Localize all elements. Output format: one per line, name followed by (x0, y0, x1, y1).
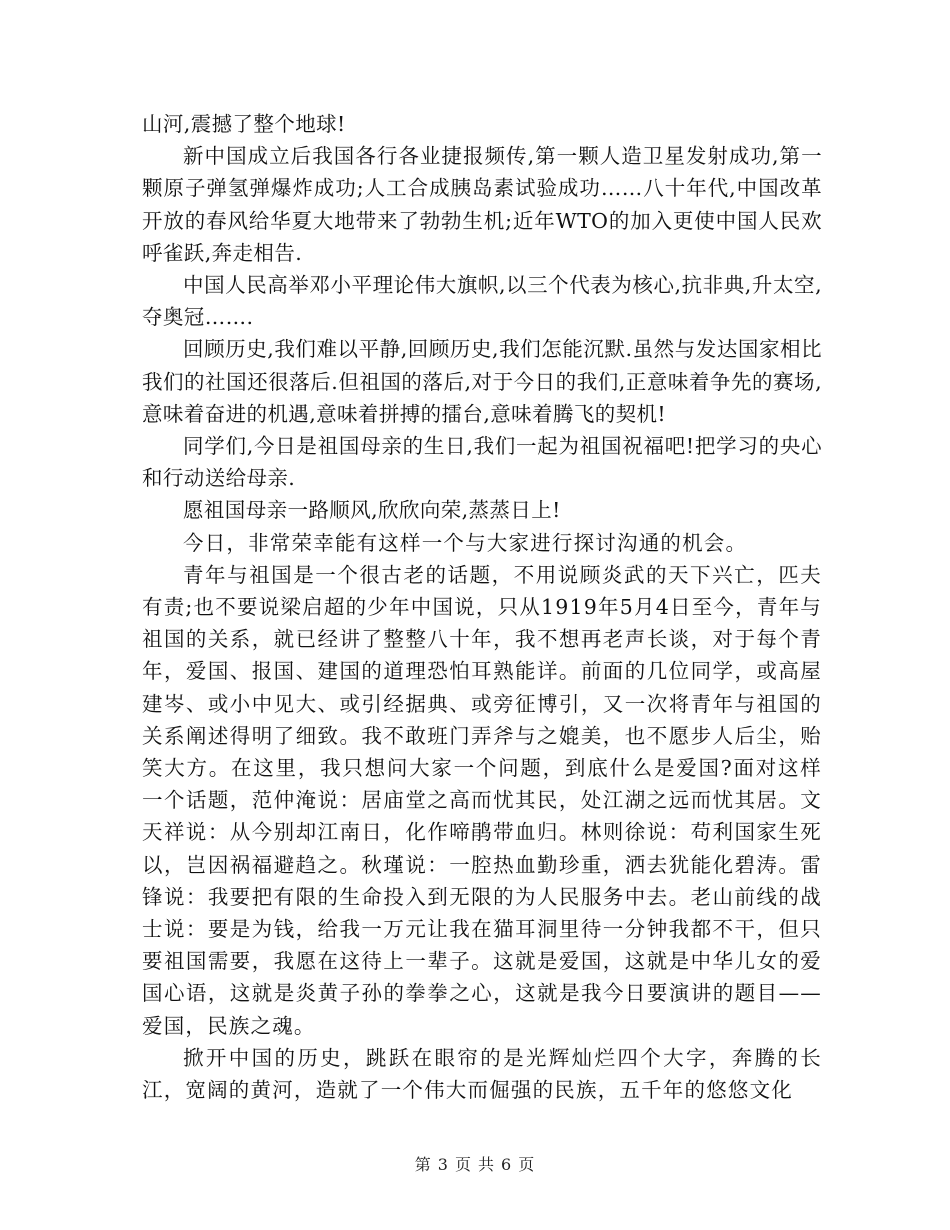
footer-suffix: 页 (518, 1155, 536, 1174)
paragraph: 愿祖国母亲一路顺风,欣欣向荣,蒸蒸日上! (183, 498, 561, 523)
document-body (142, 108, 822, 1106)
page-footer (0, 1152, 950, 1175)
paragraph: 青年与祖国是一个很古老的话题，不用说顾炎武的天下兴亡，匹夫有责;也不要说梁启超的少年中国说，只从1919年5月4日至今，青年与祖国的关系，就已经讲了整整八十年，我不想再老声长谈，对于每个青年，爱国、报国、建国的道理恐怕耳熟能详。前面的几位同学，或高屋建岑、或小中见大、或引经据典、或旁征博引，又一次将青年与祖国的关系阐述得明了细致。我不敢班门弄斧与之媲美，也不愿步人后尘，贻笑大方。在这里，我只想问大家一个问题，到底什么是爱国?面对这样一个话题，范仲淹说：居庙堂之高而忧其民，处江湖之远而忧其居。文天祥说：从今别却江南日，化作啼鹃带血归。林则徐说：苟利国家生死以，岂因祸福避趋之。秋瑾说：一腔热血勤珍重，洒去犹能化碧涛。雷锋说：我要把有限的生命投入到无限的为人民服务中去。老山前线的战士说：要是为钱，给我一万元让我在猫耳洞里待一分钟我都不干，但只要祖国需要，我愿在这待上一辈子。这就是爱国，这就是中华儿女的爱国心语，这就是炎黄子孙的拳拳之心，这就是我今日要演讲的题目——爱国，民族之魂。 (142, 562, 822, 1038)
paragraph: 同学们,今日是祖国母亲的生日,我们一起为祖国祝福吧!把学习的央心和行动送给母亲. (142, 434, 822, 491)
paragraph: 回顾历史,我们难以平静,回顾历史,我们怎能沉默.虽然与发达国家相比我们的社国还很落后.但祖国的落后,对于今日的我们,正意味着争先的赛场,意味着奋进的机遇,意味着拼搏的擂台,意味着腾飞的契机! (142, 337, 822, 426)
footer-current-page: 3 (437, 1155, 449, 1174)
footer-total-pages: 6 (501, 1155, 513, 1174)
paragraph-continuation: 山河,震撼了整个地球! (142, 112, 346, 136)
footer-prefix: 第 (414, 1155, 432, 1174)
footer-middle: 页 共 (454, 1155, 496, 1174)
paragraph: 今日，非常荣幸能有这样一个与大家进行探讨沟通的机会。 (183, 530, 748, 555)
paragraph: 中国人民高举邓小平理论伟大旗帜,以三个代表为核心,抗非典,升太空,夺奥冠……. (142, 273, 822, 330)
paragraph: 新中国成立后我国各行各业捷报频传,第一颗人造卫星发射成功,第一颗原子弹氢弹爆炸成功;人工合成胰岛素试验成功……八十年代,中国改革开放的春风给华夏大地带来了勃勃生机;近年WTO的加入更使中国人民欢呼雀跃,奔走相告. (142, 144, 822, 265)
paragraph: 掀开中国的历史，跳跃在眼帘的是光辉灿烂四个大字，奔腾的长江，宽阔的黄河，造就了一个伟大而倔强的民族，五千年的悠悠文化 (142, 1045, 822, 1103)
